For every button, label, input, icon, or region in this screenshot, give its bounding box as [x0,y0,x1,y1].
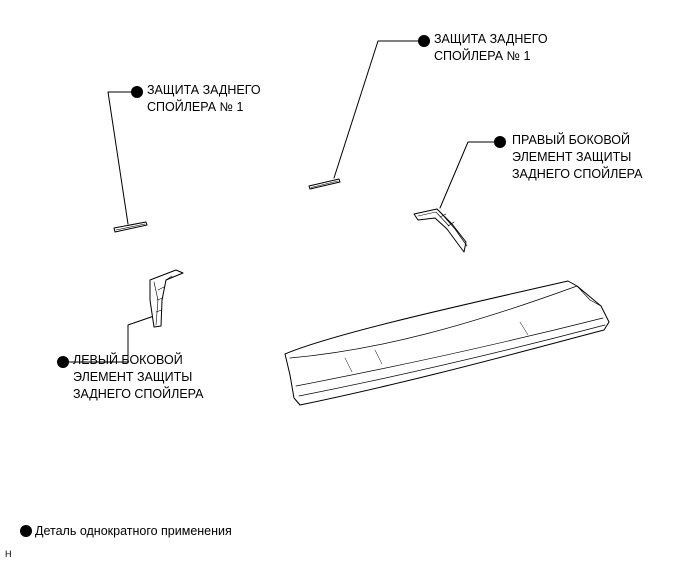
callout-line: ЛЕВЫЙ БОКОВОЙ [73,353,183,367]
callout-line: ЗАДНЕГО СПОЙЛЕРА [512,167,643,181]
callout-right-side-protector [512,132,643,183]
callout-line: СПОЙЛЕРА № 1 [147,100,244,114]
callout-line: СПОЙЛЕРА № 1 [434,49,531,63]
callout-line: ЗАДНЕГО СПОЙЛЕРА [73,387,204,401]
left-side-protector-part [150,270,183,327]
leader-line-center-protector [334,41,418,178]
callout-left-protector [147,82,261,116]
callout-center-protector [434,31,548,65]
right-side-protector-part [414,209,467,252]
legend-text: Деталь однократного применения [35,524,232,538]
legend [20,524,232,538]
figure-code: H [5,549,12,559]
callout-line: ПРАВЫЙ БОКОВОЙ [512,133,630,147]
filled-circle-icon [20,525,32,537]
callout-line: ЭЛЕМЕНТ ЗАЩИТЫ [73,370,193,384]
callout-line: ЗАЩИТА ЗАДНЕГО [147,83,261,97]
callout-line: ЗАЩИТА ЗАДНЕГО [434,32,548,46]
rear-spoiler-part [285,281,609,405]
callout-line: ЭЛЕМЕНТ ЗАЩИТЫ [512,150,632,164]
leader-line-left-protector [108,92,133,224]
one-time-use-marker-icon [131,86,143,98]
callout-left-side-protector [73,352,204,403]
one-time-use-marker-icon [57,356,69,368]
one-time-use-marker-icon [418,35,430,47]
one-time-use-marker-icon [494,136,506,148]
leader-line-right-side [440,142,494,208]
